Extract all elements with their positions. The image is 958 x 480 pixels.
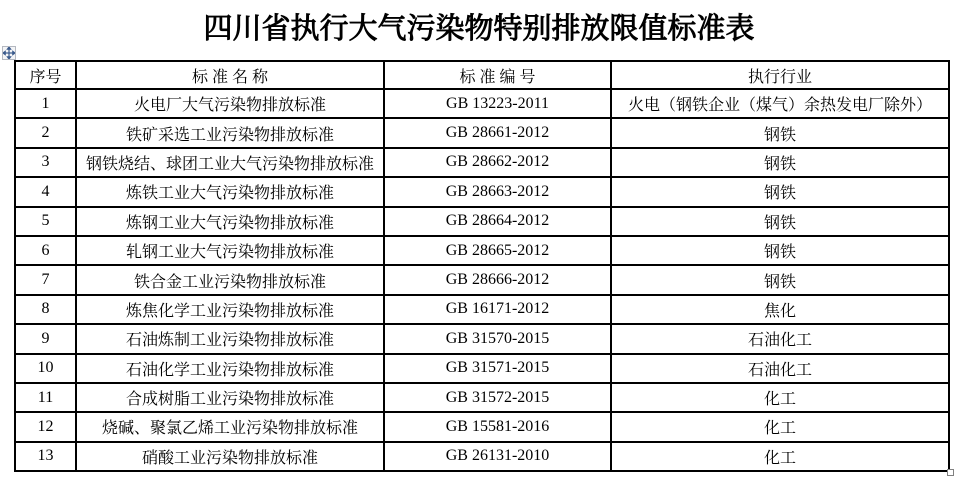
table-row: [15, 295, 949, 324]
cell-industry: 火电（钢铁企业（煤气）余热发电厂除外）: [611, 89, 949, 118]
cell-standard-name: 炼铁工业大气污染物排放标准: [76, 177, 384, 206]
table-row: [15, 118, 949, 147]
cell-industry: 钢铁: [611, 148, 949, 177]
cell-index: 7: [15, 265, 76, 294]
cell-standard-name: 炼钢工业大气污染物排放标准: [76, 207, 384, 236]
table-row: [15, 412, 949, 441]
table-row: [15, 148, 949, 177]
table-row: [15, 354, 949, 383]
cell-index: 8: [15, 295, 76, 324]
cell-standard-name: 烧碱、聚氯乙烯工业污染物排放标准: [76, 412, 384, 441]
cell-standard-code: GB 31571-2015: [384, 354, 611, 383]
cell-standard-code: GB 26131-2010: [384, 442, 611, 471]
cell-standard-code: GB 28665-2012: [384, 236, 611, 265]
cell-industry: 钢铁: [611, 177, 949, 206]
cell-index: 11: [15, 383, 76, 412]
cell-standard-name: 合成树脂工业污染物排放标准: [76, 383, 384, 412]
cell-index: 5: [15, 207, 76, 236]
column-header: 标 准 名 称: [76, 61, 384, 89]
table-row: [15, 324, 949, 353]
standards-table: [14, 60, 950, 472]
cell-industry: 钢铁: [611, 207, 949, 236]
cell-index: 2: [15, 118, 76, 147]
cell-standard-name: 硝酸工业污染物排放标准: [76, 442, 384, 471]
page-title: 四川省执行大气污染物特别排放限值标准表: [203, 13, 755, 45]
column-header: 标 准 编 号: [384, 61, 611, 89]
table-row: [15, 236, 949, 265]
cell-index: 4: [15, 177, 76, 206]
table-row: [15, 265, 949, 294]
cell-standard-name: 炼焦化学工业污染物排放标准: [76, 295, 384, 324]
cell-index: 3: [15, 148, 76, 177]
cell-standard-name: 石油化学工业污染物排放标准: [76, 354, 384, 383]
cell-standard-name: 铁合金工业污染物排放标准: [76, 265, 384, 294]
cell-standard-name: 铁矿采选工业污染物排放标准: [76, 118, 384, 147]
cell-industry: 石油化工: [611, 354, 949, 383]
cell-industry: 钢铁: [611, 236, 949, 265]
cell-index: 12: [15, 412, 76, 441]
cell-index: 10: [15, 354, 76, 383]
cell-standard-code: GB 16171-2012: [384, 295, 611, 324]
cell-standard-code: GB 28663-2012: [384, 177, 611, 206]
table-resize-handle[interactable]: [947, 469, 954, 476]
cell-standard-code: GB 13223-2011: [384, 89, 611, 118]
cell-standard-code: GB 31572-2015: [384, 383, 611, 412]
cell-index: 13: [15, 442, 76, 471]
cell-standard-name: 钢铁烧结、球团工业大气污染物排放标准: [76, 148, 384, 177]
cell-industry: 化工: [611, 383, 949, 412]
cell-standard-code: GB 28666-2012: [384, 265, 611, 294]
table-row: [15, 89, 949, 118]
cell-standard-name: 石油炼制工业污染物排放标准: [76, 324, 384, 353]
cell-industry: 石油化工: [611, 324, 949, 353]
cell-standard-code: GB 15581-2016: [384, 412, 611, 441]
cell-industry: 钢铁: [611, 118, 949, 147]
cell-standard-code: GB 28662-2012: [384, 148, 611, 177]
table-row: [15, 207, 949, 236]
table-row: [15, 442, 949, 471]
cell-industry: 钢铁: [611, 265, 949, 294]
column-header: 执行行业: [611, 61, 949, 89]
cell-standard-code: GB 28664-2012: [384, 207, 611, 236]
cell-industry: 化工: [611, 412, 949, 441]
cell-standard-name: 轧钢工业大气污染物排放标准: [76, 236, 384, 265]
column-header: 序号: [15, 61, 76, 89]
cell-standard-code: GB 28661-2012: [384, 118, 611, 147]
cell-standard-code: GB 31570-2015: [384, 324, 611, 353]
header-row: [15, 61, 949, 89]
table-row: [15, 383, 949, 412]
cell-index: 9: [15, 324, 76, 353]
four-way-arrow-icon: [3, 47, 15, 59]
cell-industry: 化工: [611, 442, 949, 471]
cell-industry: 焦化: [611, 295, 949, 324]
cell-standard-name: 火电厂大气污染物排放标准: [76, 89, 384, 118]
table-move-handle[interactable]: [2, 46, 16, 60]
cell-index: 6: [15, 236, 76, 265]
cell-index: 1: [15, 89, 76, 118]
table-row: [15, 177, 949, 206]
